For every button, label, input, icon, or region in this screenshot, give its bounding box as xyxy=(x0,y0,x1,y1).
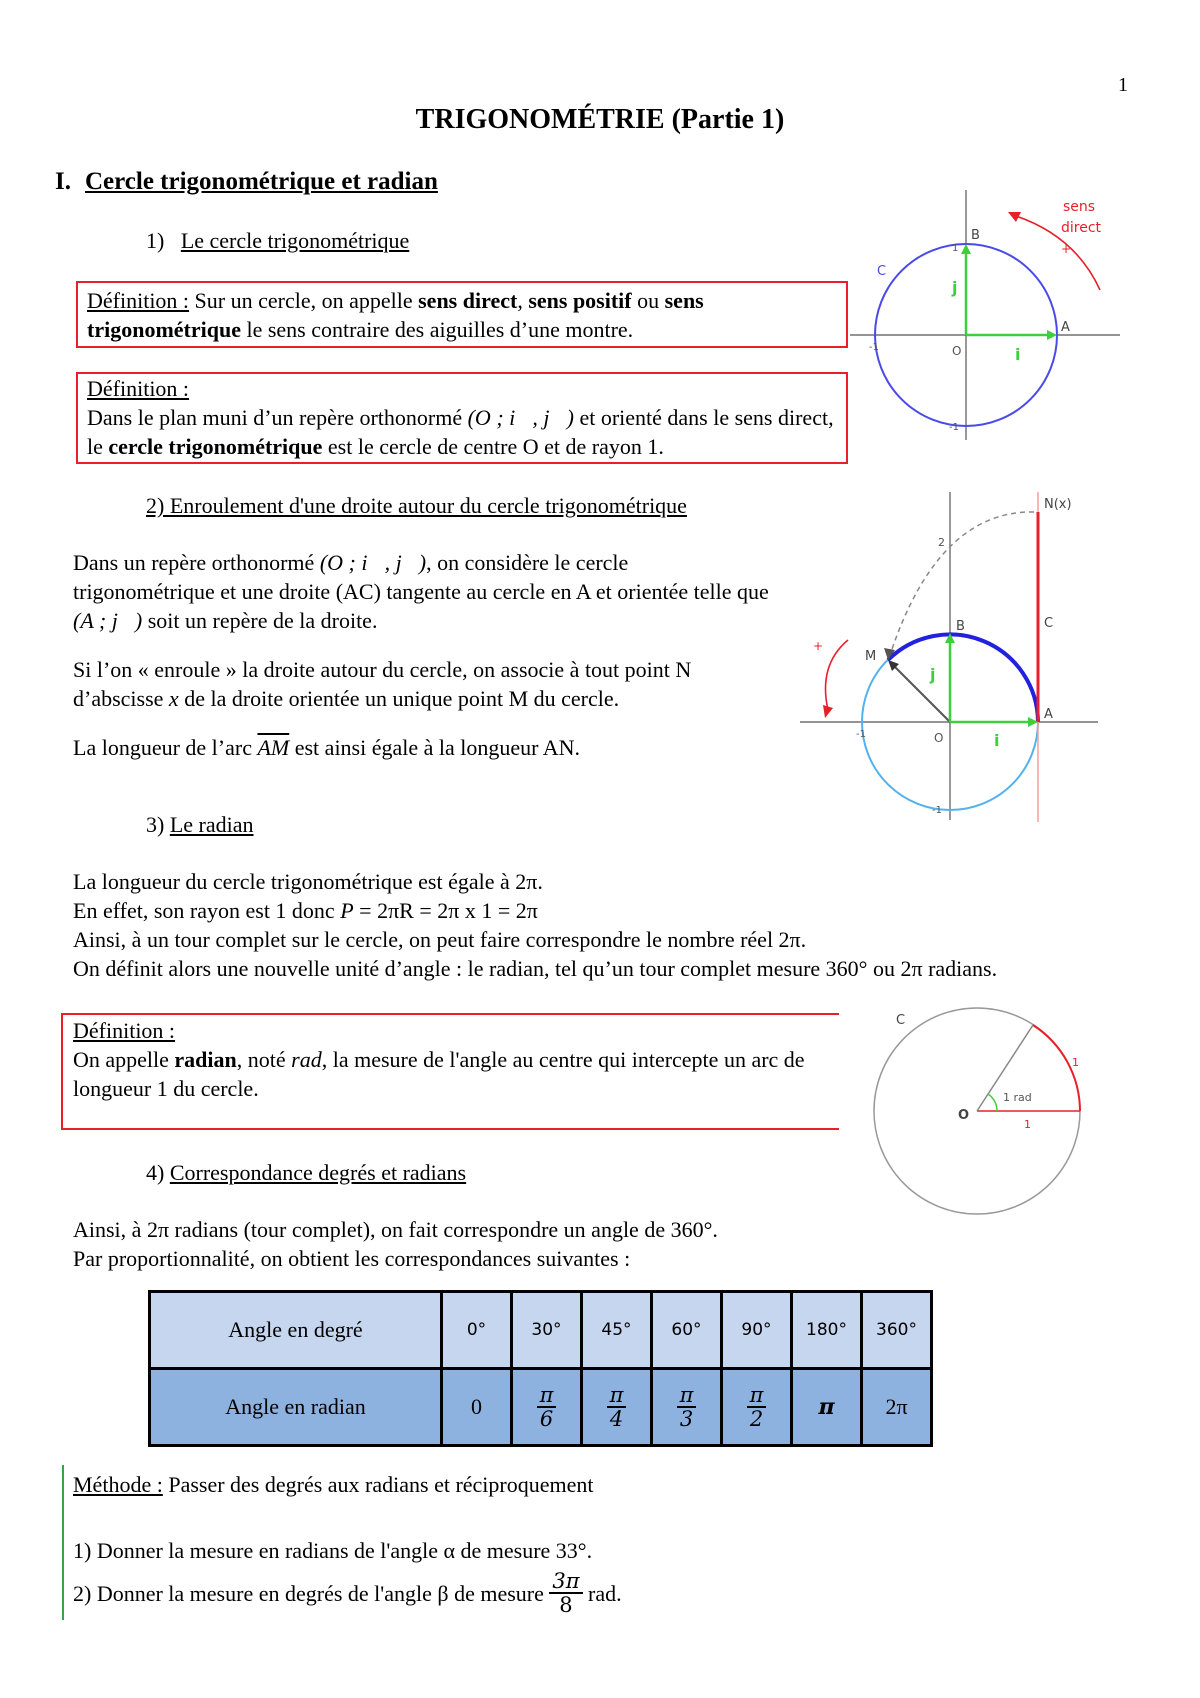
definition-3-notation: rad xyxy=(291,1047,322,1072)
vector-i-arrowhead xyxy=(1047,330,1057,340)
label-direct: direct xyxy=(1061,220,1102,236)
table-cell-degree: 45° xyxy=(582,1292,652,1369)
arc-notation: $\overline{AM}$ xyxy=(257,735,290,760)
text: , on considère le cercle trigonométrique et une droite (AC) tangente au cercle en A et orientée telle que xyxy=(73,550,769,604)
fraction-numerator: π xyxy=(607,1384,627,1408)
definition-2-text: Dans le plan muni d’un repère orthonormé xyxy=(87,405,468,430)
fraction-numerator: π xyxy=(747,1384,767,1408)
label-1rad: 1 rad xyxy=(1003,1091,1032,1104)
table-cell-radian: 0 xyxy=(442,1369,512,1446)
table-cell-degree: 90° xyxy=(722,1292,792,1369)
table-cell-degree: 0° xyxy=(442,1292,512,1369)
arc-AM xyxy=(888,634,1038,722)
paragraph-enroulement-3 xyxy=(73,733,773,762)
text: est ainsi égale à la longueur AN. xyxy=(289,735,581,760)
section-title: Cercle trigonométrique et radian xyxy=(84,168,438,195)
fraction-denominator: 8 xyxy=(559,1593,573,1617)
paragraph-enroulement-2 xyxy=(73,655,773,713)
text-line: On définit alors une nouvelle unité d’angle : le radian, tel qu’un tour complet mesure 360° ou 2π radians. xyxy=(73,956,998,981)
definition-2-term: cercle trigonométrique xyxy=(108,434,323,459)
figure-enroulement xyxy=(798,490,1108,830)
text: 2) Donner la mesure en degrés de l'angle β de mesure xyxy=(73,1580,550,1606)
subsection-2-title: 2) Enroulement d'une droite autour du cercle trigonométrique xyxy=(146,493,687,518)
label-C: C xyxy=(877,264,887,279)
label-A: A xyxy=(1044,707,1053,722)
text: Dans un repère orthonormé xyxy=(73,550,320,575)
variable-P: P xyxy=(340,898,354,923)
definition-1-text: le sens contraire des aiguilles d’une montre. xyxy=(240,317,634,342)
text-line xyxy=(73,896,1173,925)
definition-1-label: Définition : xyxy=(87,288,190,313)
fraction-numerator: π xyxy=(537,1384,557,1408)
methode-question-2 xyxy=(73,1570,1073,1616)
text: de la droite orientée un unique point M du cercle. xyxy=(178,686,620,711)
subsection-4 xyxy=(146,1158,466,1187)
methode-question-1: 1) Donner la mesure en radians de l'angle α de mesure 33°. xyxy=(73,1538,593,1563)
definition-1-text: ou xyxy=(631,288,665,313)
label-C: C xyxy=(1044,616,1054,631)
definition-3-text: , la mesure de l'angle au centre qui intercepte un arc de longueur 1 du cercle. xyxy=(73,1047,805,1101)
repere-notation: (A ; j⃗) xyxy=(73,608,143,633)
definition-3-text: , noté xyxy=(236,1047,292,1072)
label-B: B xyxy=(971,228,980,243)
table-cell-degree: 180° xyxy=(792,1292,862,1369)
methode-text: Passer des degrés aux radians et réciproquement xyxy=(162,1472,594,1497)
table-header-degrees: Angle en degré xyxy=(150,1292,442,1369)
subsection-3-num: 3) xyxy=(146,812,165,837)
definition-3-text: On appelle xyxy=(73,1047,175,1072)
fraction xyxy=(747,1384,767,1430)
radius-OM xyxy=(894,666,950,722)
label-C: C xyxy=(896,1013,906,1028)
table-cell-radian xyxy=(582,1369,652,1446)
table-cell-radian xyxy=(652,1369,722,1446)
table-cell-radian xyxy=(512,1369,582,1446)
label-O: O xyxy=(952,344,962,358)
variable-x: x xyxy=(168,686,179,711)
tick-2: 2 xyxy=(938,536,945,549)
label-plus: + xyxy=(1061,242,1072,256)
text: = 2πR = 2π x 1 = 2π xyxy=(353,898,538,923)
paragraph-enroulement-1 xyxy=(73,548,773,635)
fraction xyxy=(537,1384,557,1430)
table-cell-radian xyxy=(722,1369,792,1446)
subsection-1-num: 1) xyxy=(146,228,165,253)
text-line: La longueur du cercle trigonométrique est égale à 2π. xyxy=(73,869,543,894)
fraction xyxy=(549,1570,582,1616)
text: rad. xyxy=(582,1580,622,1606)
text-line: Ainsi, à un tour complet sur le cercle, on peut faire correspondre le nombre réel 2π. xyxy=(73,927,807,952)
label-N: N(x) xyxy=(1044,497,1072,512)
figure-radian xyxy=(860,1003,1100,1223)
direct-sense-arrow xyxy=(826,640,849,710)
definition-2-text: est le cercle de centre O et de rayon 1. xyxy=(322,434,664,459)
table-cell-degree: 60° xyxy=(652,1292,722,1369)
repere-notation: (O ; i⃗, j⃗) xyxy=(319,550,427,575)
fraction xyxy=(677,1384,697,1430)
fraction-denominator: 4 xyxy=(609,1407,624,1431)
text: La longueur de l’arc xyxy=(73,735,258,760)
label-B: B xyxy=(956,619,965,634)
text-line: Par proportionnalité, on obtient les correspondances suivantes : xyxy=(73,1246,631,1271)
repere-notation: (O ; i⃗, j⃗) xyxy=(467,405,574,430)
table-cell-radian: 2π xyxy=(862,1369,932,1446)
table-cell-radian: π xyxy=(792,1369,862,1446)
tick-minus1-y: -1 xyxy=(932,805,942,816)
subsection-1 xyxy=(146,226,409,255)
table-cell-degree: 30° xyxy=(512,1292,582,1369)
tick-1: 1 xyxy=(952,243,959,254)
methode-label: Méthode : xyxy=(73,1472,163,1497)
fraction-denominator: 6 xyxy=(539,1407,554,1431)
fraction-numerator: π xyxy=(677,1384,697,1408)
definition-2-label: Définition : xyxy=(87,376,190,401)
paragraph-correspondance xyxy=(73,1215,1073,1273)
table-row-radians xyxy=(150,1369,932,1446)
definition-2-text: et orienté dans le sens direct, le xyxy=(87,405,834,459)
definition-1 xyxy=(87,286,837,344)
fraction-denominator: 3 xyxy=(679,1407,694,1431)
label-plus: + xyxy=(813,639,824,653)
subsection-1-title: Le cercle trigonométrique xyxy=(180,228,410,253)
angle-1rad xyxy=(988,1094,997,1111)
section-numeral: I. xyxy=(55,168,71,195)
tick-minus1-y: -1 xyxy=(949,422,959,433)
label-M: M xyxy=(865,649,877,664)
label-j: j xyxy=(952,278,958,297)
methode-bar xyxy=(62,1465,64,1620)
page-number: 1 xyxy=(1118,74,1128,96)
table-row-degrees xyxy=(150,1292,932,1369)
subsection-3-title: Le radian xyxy=(169,812,254,837)
label-O: O xyxy=(934,731,944,745)
section-heading xyxy=(55,168,438,196)
definition-3-label: Définition : xyxy=(73,1018,176,1043)
table-header-radians: Angle en radian xyxy=(150,1369,442,1446)
label-radius-1: 1 xyxy=(1024,1118,1031,1131)
definition-1-term: sens direct xyxy=(418,288,518,313)
fraction-denominator: 2 xyxy=(749,1407,764,1431)
definition-1-text: Sur un cercle, on appelle xyxy=(189,288,419,313)
definition-1-term: sens positif xyxy=(528,288,632,313)
subsection-4-num: 4) xyxy=(146,1160,165,1185)
tick-minus1-x: -1 xyxy=(869,342,879,353)
figure-trig-circle xyxy=(845,185,1125,445)
label-arc-1: 1 xyxy=(1072,1056,1079,1069)
text: Si l’on « enroule » la droite autour du cercle, on associe à tout point N d’abscisse xyxy=(73,657,692,711)
text: En effet, son rayon est 1 donc xyxy=(73,898,341,923)
subsection-4-title: Correspondance degrés et radians xyxy=(169,1160,467,1185)
subsection-2 xyxy=(146,491,687,520)
definition-3 xyxy=(73,1016,833,1103)
fraction-numerator: 3π xyxy=(549,1570,582,1594)
text: soit un repère de la droite. xyxy=(142,608,378,633)
tick-minus1-x: -1 xyxy=(856,729,866,740)
subsection-3 xyxy=(146,810,254,839)
label-O: O xyxy=(958,1108,970,1123)
paragraph-radian xyxy=(73,867,1173,983)
label-i: i xyxy=(994,731,1000,750)
methode-heading xyxy=(73,1470,1073,1499)
definition-3-term: radian xyxy=(174,1047,237,1072)
vector-j-arrowhead xyxy=(961,244,971,254)
page-title: TRIGONOMÉTRIE (Partie 1) xyxy=(415,104,785,135)
table-cell-degree: 360° xyxy=(862,1292,932,1369)
label-i: i xyxy=(1015,345,1021,364)
definition-1-text: , xyxy=(517,288,529,313)
direct-sense-arrowhead xyxy=(823,705,833,718)
definition-1-term: sens trigonométrique xyxy=(87,288,704,342)
label-j: j xyxy=(930,665,936,684)
text-line: Ainsi, à 2π radians (tour complet), on fait correspondre un angle de 360°. xyxy=(73,1217,718,1242)
label-A: A xyxy=(1061,320,1070,335)
fraction xyxy=(607,1384,627,1430)
label-sens: sens xyxy=(1063,199,1096,215)
conversion-table xyxy=(148,1290,933,1447)
definition-2 xyxy=(87,374,837,461)
